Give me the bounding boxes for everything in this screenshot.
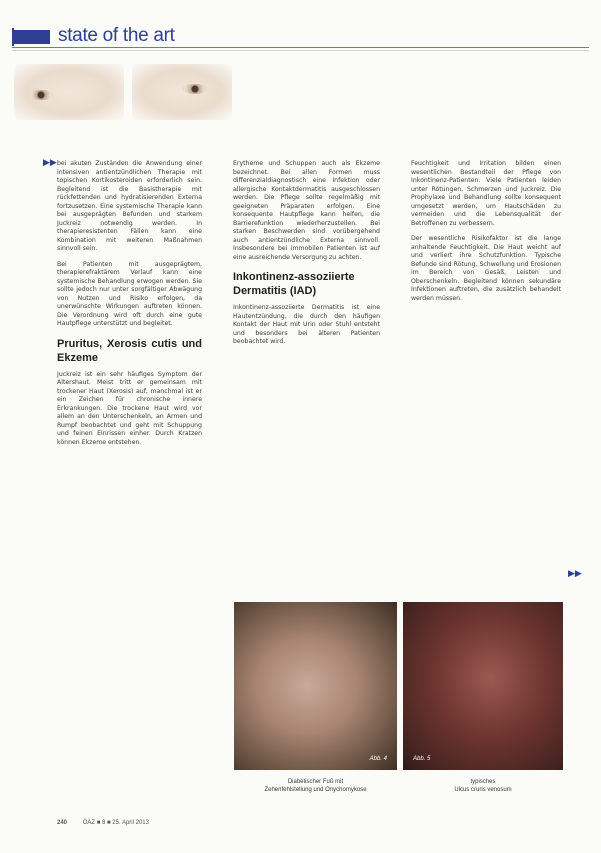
journal-info: ÖÄZ ■ 8 ■ 25. April 2013 [82, 820, 149, 826]
header-rule-light [12, 50, 589, 51]
text-column-3 [411, 160, 561, 310]
caption-line: Diabetischer Fuß mit [287, 779, 344, 785]
paragraph: Erytheme und Schuppen auch als Ekzeme bezeichnet. Bei allen Formen muss differenzialdiagnostisch eine Infektion oder allergische Kontaktdermatitis ausgeschlossen werden. Die Pflege sollte regelmäßig mit geeigneten Präparaten erfolgen. Eine konsequente Hautpflege kann helfen, die Barrierefunktion wiederherzustellen. Bei starken Beschwerden sind vorübergehend auch antientzündliche Externa sinnvoll. Insbesondere bei immobilen Patienten ist auf eine ausreichende Versorgung zu achten. [233, 160, 380, 261]
paragraph: Feuchtigkeit und Irritation bilden einen wesentlichen Bestandteil der Pflege von Inkontinenz-Patienten. Viele Patienten leiden unter Rötungen, Schmerzen und Juckreiz. Die Prophylaxe und Behandlung sollte konsequent umgesetzt werden, um Hautschäden zu vermeiden und die Lebensqualität der Betroffenen zu verbessern. [411, 160, 561, 227]
header-rule [12, 47, 589, 48]
figure-tag: Abb. 4 [369, 756, 387, 762]
text-column-2 [233, 160, 380, 354]
face-photo-right [132, 64, 232, 120]
page-number: 240 [57, 820, 68, 826]
figure-tag: Abb. 5 [413, 756, 431, 762]
figure-ulcus-cruris [403, 602, 563, 770]
header-color-block [14, 30, 50, 44]
caption-line: typisches [470, 779, 496, 785]
eye-detail [182, 84, 208, 94]
section-title: state of the art [58, 25, 175, 46]
paragraph: Der wesentliche Risikofaktor ist die lange anhaltende Feuchtigkeit. Die Haut weicht auf und verliert ihre Schutzfunktion. Typische Befunde sind Rötung, Schwellung und Erosionen im Bereich von Gesäß, Leisten und Oberschenkeln. Begleitend können sekundäre Infektionen auftreten, die zusätzlich behandelt werden müssen. [411, 235, 561, 302]
caption-line: Ulcus cruris venosum [454, 787, 512, 793]
page-footer [57, 820, 149, 826]
figure-diabetic-foot [234, 602, 397, 770]
eye-detail [28, 90, 54, 100]
figure-caption [403, 778, 563, 794]
section-heading: Inkontinenz-assoziierte Dermatitis (IAD) [233, 271, 355, 297]
continuation-arrow-icon: ▶▶ [43, 158, 57, 168]
paragraph: Juckreiz ist ein sehr häufiges Symptom der Altershaut. Meist tritt er gemeinsam mit trockener Haut (Xerosis) auf, manchmal ist er ein Zeichen für chronische innere Erkrankungen. Die trockene Haut wird vor allem an den Unterschenkeln, an Armen und Rumpf beobachtet und geht mit Schuppung und feinen Einrissen einher. Durch Kratzen können Ekzeme entstehen. [57, 370, 202, 446]
section-heading: Pruritus, Xerosis cutis und Ekzeme [57, 337, 202, 364]
paragraph: bei akuten Zuständen die Anwendung einer intensiven antientzündlichen Therapie mit topischen Kortikosteroiden erforderlich sein. Begleitend ist die Basistherapie mit rückfettenden und hydratisierenden Externa fortzusetzen. Eine systemische Therapie kann bei ausgeprägten Befunden und starkem Juckreiz notwendig werden. In therapieresistenten Fällen kann eine Kombination mit weiteren Maßnahmen sinnvoll sein. [57, 160, 202, 252]
paragraph: Bei Patienten mit ausgeprägtem, therapierefraktärem Verlauf kann eine systemische Behandlung erwogen werden. Sie sollte jedoch nur unter sorgfältiger Abwägung von Nutzen und Risiko erfolgen, da unerwünschte Wirkungen auftreten können. Die Verordnung wird oft durch eine gute Hautpflege unterstützt und begleitet. [57, 260, 202, 327]
end-arrow-icon: ▶▶ [568, 569, 582, 579]
figure-caption [234, 778, 397, 794]
caption-line: Zehenfehlstellung und Onychomykose [264, 787, 367, 793]
paragraph: Inkontinenz-assoziierte Dermatitis ist eine Hautentzündung, die durch den häufigen Kontakt der Haut mit Urin oder Stuhl entsteht und besonders bei älteren Patienten beobachtet wird. [233, 304, 380, 345]
face-photo-left [14, 64, 124, 120]
text-column-1 [57, 160, 202, 454]
